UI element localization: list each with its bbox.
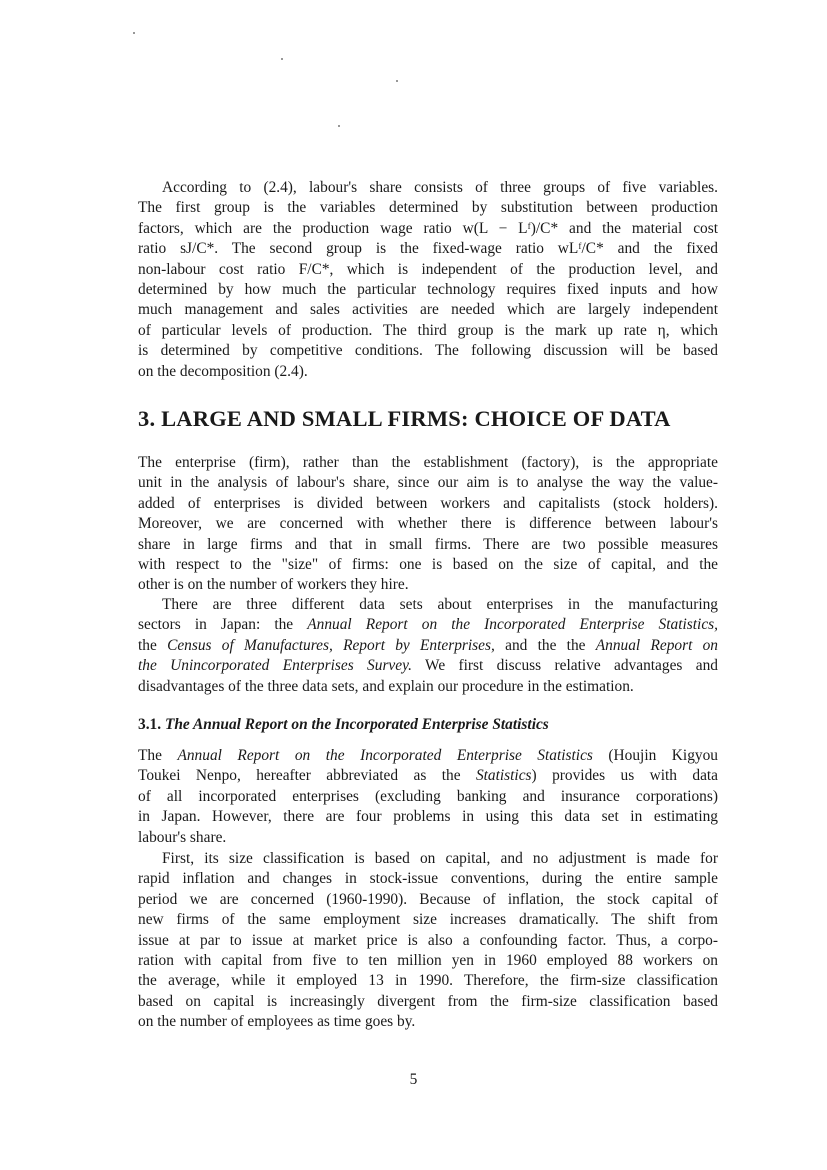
text-line: period we are concerned (1960-1990). Because of inflation, the stock capital of <box>138 890 718 908</box>
subsection-number: 3.1. <box>138 716 162 733</box>
text-line: of particular levels of production. The third group is the mark up rate η, which <box>138 321 718 339</box>
text-line: in Japan. However, there are four problems in using this data set in estimating <box>138 808 718 826</box>
text-line: is determined by competitive conditions. The following discussion will be based <box>138 342 718 360</box>
text-line <box>138 615 718 635</box>
text-line <box>138 746 718 766</box>
text-line: unit in the analysis of labour's share, since our aim is to analyse the way the value- <box>138 474 718 492</box>
text-line: other is on the number of workers they hire. <box>138 576 409 594</box>
publication-title: Annual Report on the Incorporated Enterprise Statistics <box>177 747 593 764</box>
text-line: First, its size classification is based on capital, and no adjustment is made for <box>162 850 718 867</box>
text-line: Moreover, we are concerned with whether there is difference between labour's <box>138 515 718 533</box>
publication-title: Census of Manufactures, Report by Enterprises, <box>167 636 495 654</box>
text-line: added of enterprises is divided between workers and capitalists (stock holders). <box>138 494 718 512</box>
publication-title: Annual Report on the Incorporated Enterprise Statistics, <box>307 616 718 634</box>
scan-speck <box>338 125 340 127</box>
scan-speck <box>133 32 135 34</box>
text-line: factors, which are the production wage ratio w(L − Lᶠ)/C* and the material cost <box>138 219 718 237</box>
text-line: new firms of the same employment size increases dramatically. The shift from <box>138 911 718 929</box>
subsection-title: The Annual Report on the Incorporated Enterprise Statistics <box>164 716 549 733</box>
text-run: We first discuss relative advantages and <box>411 657 718 675</box>
text-line: ratio sJ/C*. The second group is the fixed-wage ratio wLᶠ/C* and the fixed <box>138 240 718 258</box>
text-line: much management and sales activities are needed which are largely independent <box>138 301 718 319</box>
paragraph-three-data-sets <box>138 595 718 697</box>
page-number: 5 <box>409 1071 418 1088</box>
paragraph-size-classification-problem <box>138 849 718 1033</box>
text-line: There are three different data sets about enterprises in the manufacturing <box>162 596 718 613</box>
text-line: of all incorporated enterprises (excluding banking and insurance corporations) <box>138 787 718 805</box>
text-line: ration with capital from five to ten million yen in 1960 employed 88 workers on <box>138 952 718 970</box>
text-line: on the number of employees as time goes by. <box>138 1013 416 1031</box>
text-run: sectors in Japan: the <box>138 616 308 634</box>
text-line: rapid inflation and changes in stock-issue conventions, during the entire sample <box>138 870 718 888</box>
text-line: The enterprise (firm), rather than the establishment (factory), is the appropriate <box>138 454 718 471</box>
text-line: on the decomposition (2.4). <box>138 362 308 380</box>
text-line: determined by how much the particular technology requires fixed inputs and how <box>138 281 718 299</box>
text-line <box>138 636 718 656</box>
text-line: The first group is the variables determined by substitution between production <box>138 199 718 217</box>
text-line: based on capital is increasingly divergent from the firm-size classification based <box>138 992 718 1010</box>
text-run: Toukei Nenpo, hereafter abbreviated as the <box>138 767 476 785</box>
scan-speck <box>281 58 283 60</box>
text-run: The <box>138 747 178 764</box>
text-line: labour's share. <box>138 828 227 846</box>
subsection-heading <box>138 716 549 734</box>
text-line: issue at par to issue at market price is also a confounding factor. Thus, a corpo- <box>138 931 718 949</box>
section-heading: 3. LARGE AND SMALL FIRMS: CHOICE OF DATA <box>138 406 671 431</box>
text-line <box>138 656 718 676</box>
scan-speck <box>396 80 398 82</box>
publication-title: the Unincorporated Enterprises Survey. <box>138 657 412 675</box>
text-line: share in large firms and that in small firms. There are two possible measures <box>138 535 718 553</box>
text-line: According to (2.4), labour's share consists of three groups of five variables. <box>162 179 718 196</box>
text-line: with respect to the "size" of firms: one is based on the size of capital, and the <box>138 556 718 574</box>
paragraph-labour-share-decomposition <box>138 178 718 382</box>
text-line <box>138 766 718 786</box>
text-line: non-labour cost ratio F/C*, which is independent of the production level, and <box>138 260 718 278</box>
publication-title: Statistics <box>475 767 532 785</box>
text-run: ) provides us with data <box>531 767 719 785</box>
text-run: and the the <box>494 636 596 654</box>
publication-title: Annual Report on <box>595 636 719 654</box>
paragraph-statistics-overview <box>138 746 718 848</box>
paragraph-enterprise-unit <box>138 453 718 596</box>
text-run: (Houjin Kigyou <box>592 747 718 764</box>
text-run: the <box>138 636 168 654</box>
text-line: disadvantages of the three data sets, and explain our procedure in the estimation. <box>138 677 634 695</box>
text-line: the average, while it employed 13 in 1990. Therefore, the firm-size classification <box>138 972 718 990</box>
